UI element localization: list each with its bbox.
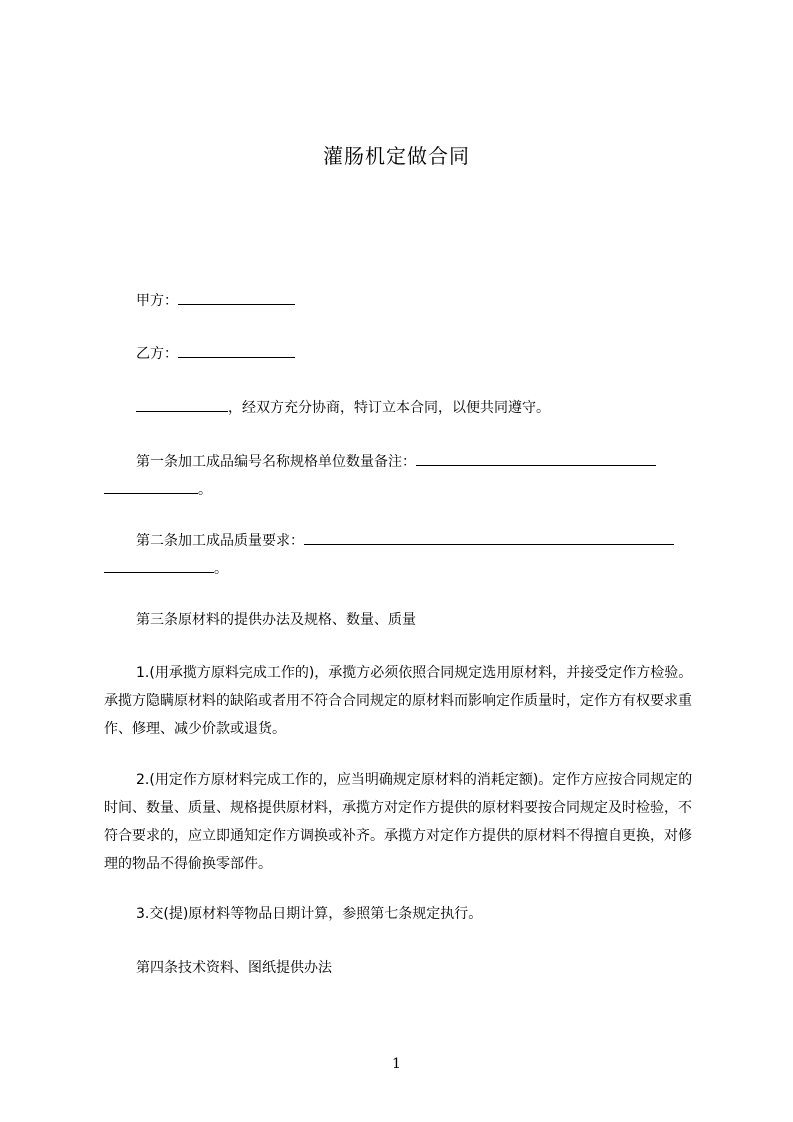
party-a-label: 甲方： bbox=[136, 293, 178, 309]
article3-item3: 3.交(提)原材料等物品日期计算，参照第七条规定执行。 bbox=[136, 906, 483, 922]
article2-blank-1 bbox=[304, 527, 674, 545]
article2 bbox=[104, 527, 702, 583]
party-b-blank bbox=[178, 340, 295, 358]
article2-blank-2 bbox=[104, 555, 214, 573]
article3-heading: 第三条原材料的提供办法及规格、数量、质量 bbox=[136, 612, 416, 628]
article1-end: 。 bbox=[198, 482, 212, 498]
article1-blank-1 bbox=[416, 448, 656, 466]
page-number: 1 bbox=[392, 1056, 401, 1072]
article3-item2: 2.(用定作方原材料完成工作的，应当明确规定原材料的消耗定额)。定作方应按合同规定的时间、数量、质量、规格提供原材料，承揽方对定作方提供的原材料要按合同规定及时检验，不符合要求的，应立即通知定作方调换或补齐。承揽方对定作方提供的原材料不得擅自更换，对修理的物品不得偷换零部件。 bbox=[104, 772, 693, 872]
party-a-blank bbox=[178, 287, 295, 305]
article2-end: 。 bbox=[214, 561, 228, 577]
article4-heading: 第四条技术资料、图纸提供办法 bbox=[136, 960, 332, 976]
article3-item1: 1.(用承揽方原料完成工作的)，承揽方必须依照合同规定选用原材料，并接受定作方检验。承揽方隐瞒原材料的缺陷或者用不符合合同规定的原材料而影响定作质量时，定作方有权要求重作、修理、减少价款或退货。 bbox=[104, 665, 693, 737]
party-b-label: 乙方： bbox=[136, 346, 178, 362]
article1 bbox=[104, 448, 702, 504]
intro-blank bbox=[136, 394, 228, 412]
article1-blank-2 bbox=[104, 476, 198, 494]
article2-label: 第二条加工成品质量要求： bbox=[136, 533, 304, 549]
document-title: 灌肠机定做合同 bbox=[323, 144, 470, 168]
intro-text: ，经双方充分协商，特订立本合同，以便共同遵守。 bbox=[228, 400, 550, 416]
article1-label: 第一条加工成品编号名称规格单位数量备注： bbox=[136, 454, 416, 470]
party-a-line bbox=[104, 287, 702, 315]
intro-line bbox=[104, 394, 702, 422]
party-b-line bbox=[104, 340, 702, 368]
